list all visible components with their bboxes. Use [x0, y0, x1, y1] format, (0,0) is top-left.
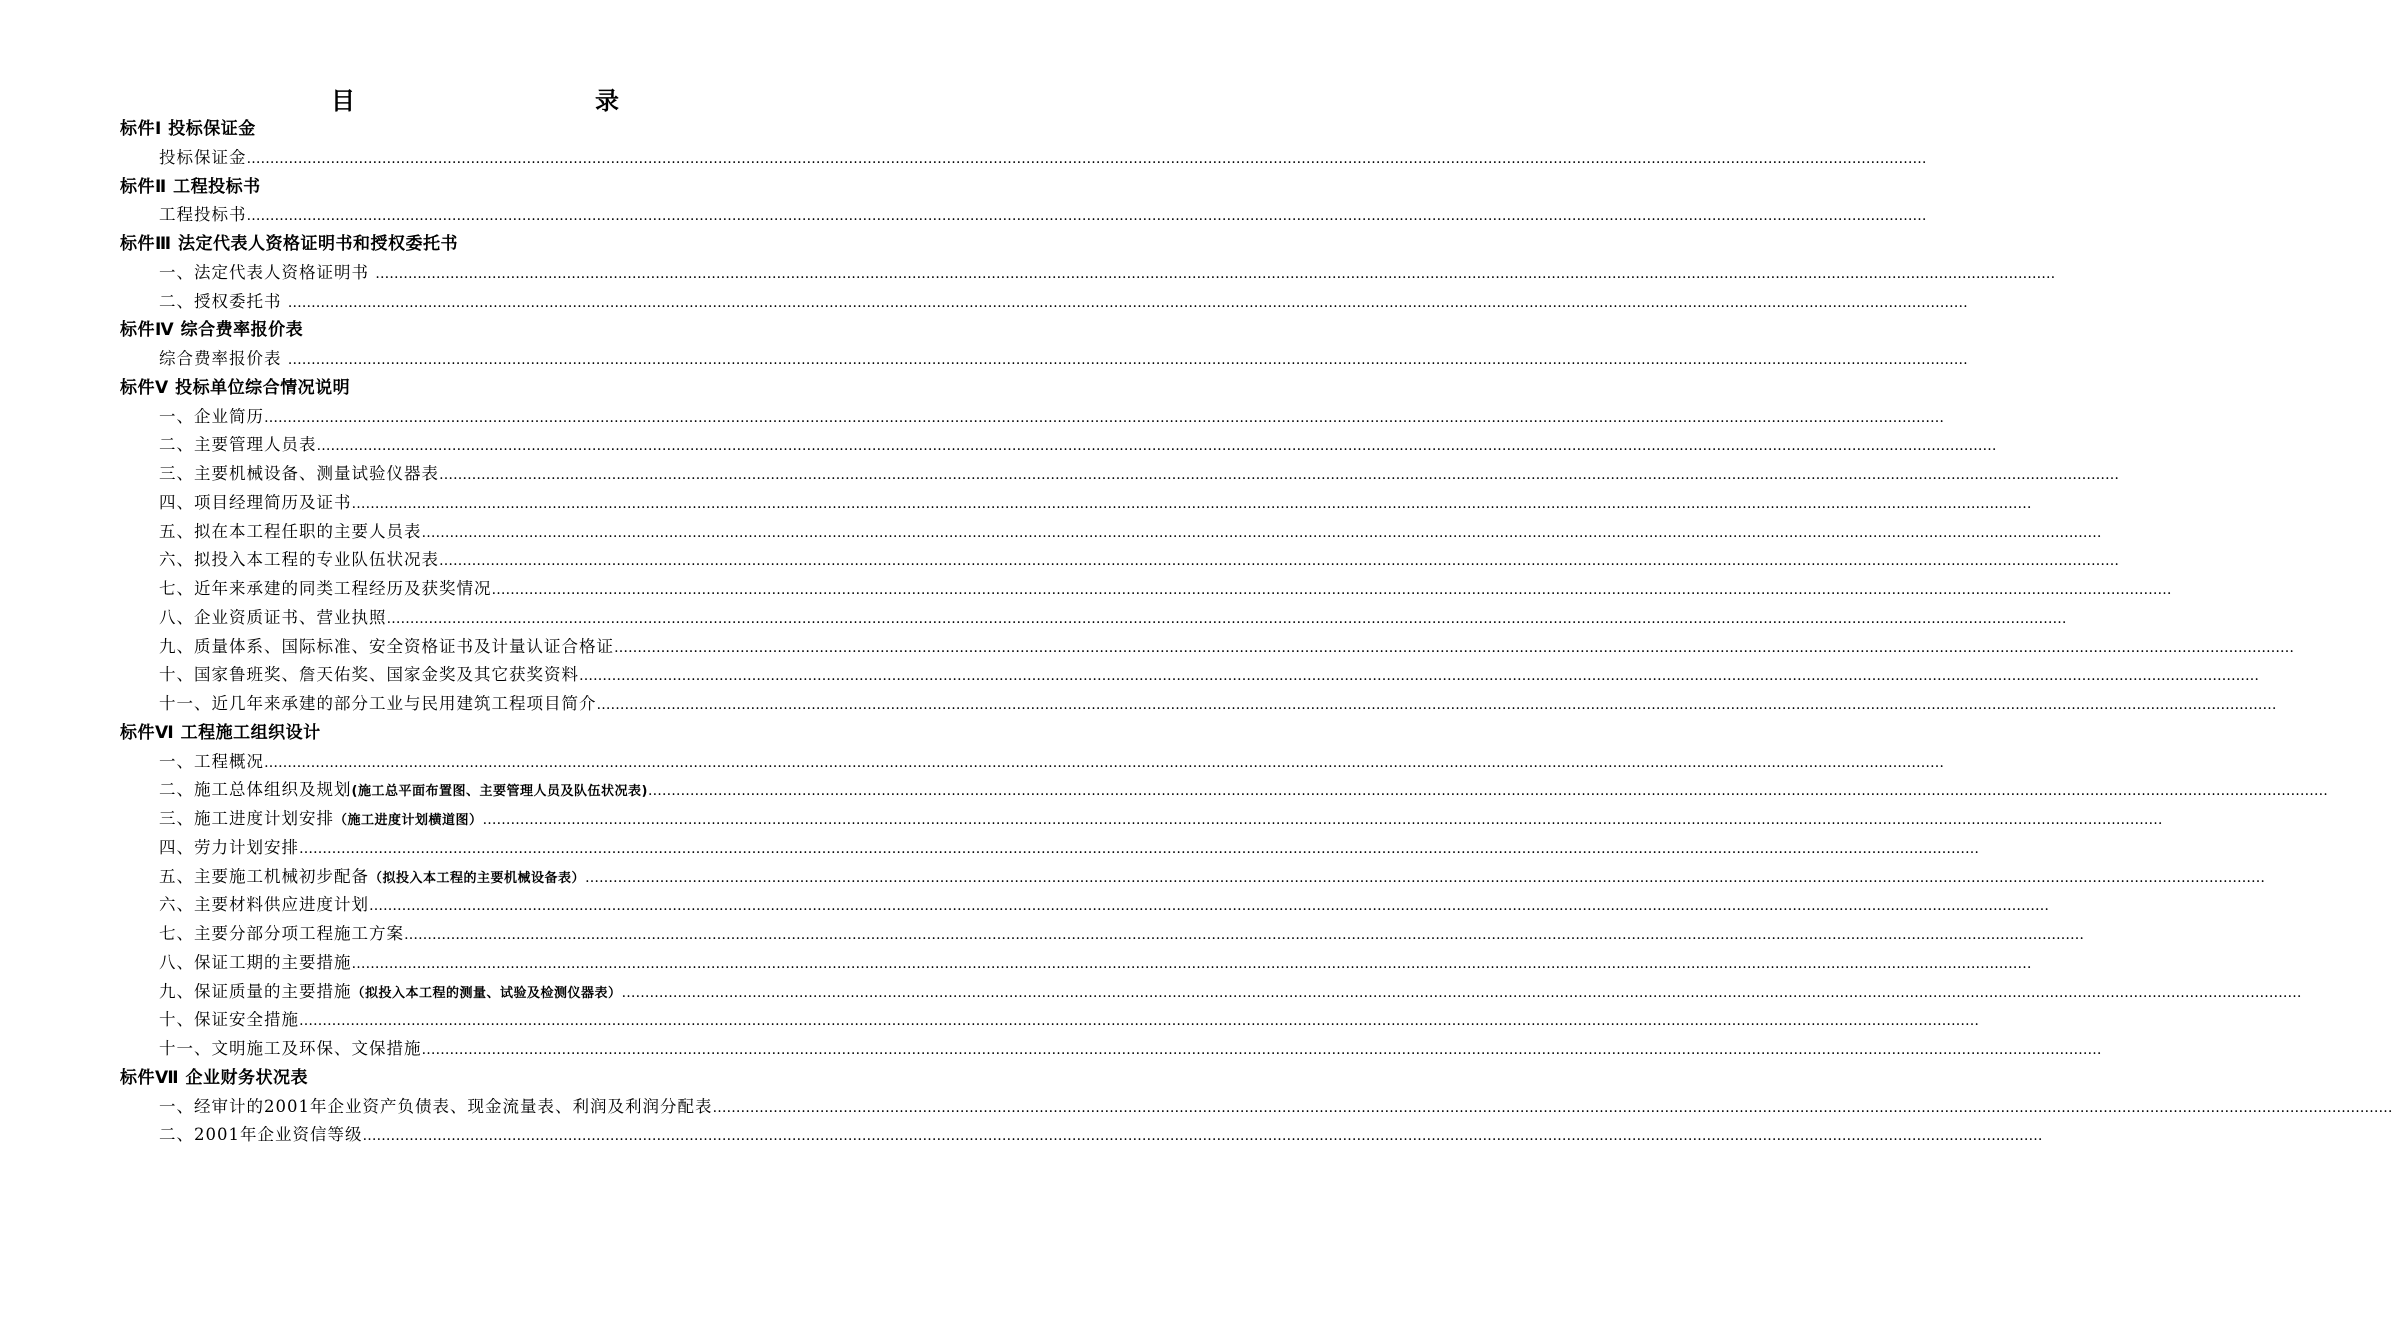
toc-entry[interactable] — [120, 1121, 2043, 1150]
toc-entry-note: (施工总平面布置图、主要管理人员及队伍状况表) — [351, 784, 648, 800]
dot-leader: ……………………………………………………………………………………………………………………………………………………………………………………………………………………………………………………………………………………………………………………………… — [647, 783, 2328, 800]
toc-entry-label: 七、主要分部分项工程施工方案 — [159, 924, 404, 943]
toc-entry-label: 三、主要机械设备、测量试验仪器表 — [159, 464, 439, 483]
dot-leader: ……………………………………………………………………………………………………………………………………………………………………………………………………………………………………………………………………………………………………………………………… — [316, 438, 1997, 455]
toc-entry[interactable] — [120, 1093, 2393, 1122]
toc-entry-label: 工程投标书 — [159, 205, 247, 225]
toc-entry-label: 八、保证工期的主要措施 — [159, 952, 352, 972]
toc-entry-label: 一、法定代表人资格证明书 — [159, 262, 376, 282]
toc-entry[interactable] — [120, 518, 2102, 547]
dot-leader: ……………………………………………………………………………………………………………………………………………………………………………………………………………………………………………………………………………………………………………………………… — [491, 582, 2172, 598]
dot-leader: ……………………………………………………………………………………………………………………………………………………………………………………………………………………………………………………………………………………………………………………………… — [386, 610, 2067, 627]
dot-leader: ……………………………………………………………………………………………………………………………………………………………………………………………………………………………………………………………………………………………………………………………… — [299, 1013, 1979, 1030]
dot-leader: ……………………………………………………………………………………………………………………………………………………………………………………………………………………………………………………………………………………………………………………………… — [596, 697, 2277, 713]
dot-leader: ……………………………………………………………………………………………………………………………………………………………………………………………………………………………………………………………………………………………………………………………… — [362, 1128, 2043, 1145]
toc-entry[interactable] — [120, 633, 2294, 662]
toc-entry[interactable] — [120, 201, 1927, 230]
toc-entry-note: （拟投入本工程的测量、试验及检测仪器表） — [351, 985, 622, 1001]
toc-entry[interactable] — [120, 489, 2032, 518]
toc-entry[interactable] — [120, 431, 1997, 460]
toc-entry[interactable] — [120, 546, 2119, 575]
section-heading: 标件Ⅰ 投标保证金 — [120, 119, 256, 139]
toc-entry-label: 七、近年来承建的同类工程经历及获奖情况 — [159, 579, 492, 598]
dot-leader: ……………………………………………………………………………………………………………………………………………………………………………………………………………………………………………………………………………………………………………………………… — [246, 208, 1927, 225]
toc-entry[interactable] — [120, 805, 2163, 834]
toc-entry-label: 十一、近几年来承建的部分工业与民用建筑工程项目简介 — [159, 694, 597, 713]
toc-entry-label: 二、2001年企业资信等级 — [159, 1125, 363, 1145]
dot-leader: ……………………………………………………………………………………………………………………………………………………………………………………………………………………………………………………………………………………………………………………………… — [287, 352, 1968, 368]
dot-leader: ……………………………………………………………………………………………………………………………………………………………………………………………………………………………………………………………………………………………………………………………… — [585, 869, 2266, 886]
toc-entry[interactable] — [120, 661, 2259, 690]
section-heading: 标件Ⅴ 投标单位综合情况说明 — [120, 377, 351, 398]
toc-entry[interactable] — [120, 345, 1968, 374]
toc-entry-label: 六、拟投入本工程的专业队伍状况表 — [159, 550, 439, 570]
toc-entry[interactable] — [120, 863, 2266, 892]
toc-entry-label: 一、企业简历 — [159, 406, 264, 426]
toc-entry-label: 四、项目经理简历及证书 — [159, 492, 352, 512]
toc-entry[interactable] — [120, 949, 2032, 978]
page-title: 目 录 — [331, 87, 683, 115]
toc-entry[interactable] — [120, 776, 2328, 805]
dot-leader: ……………………………………………………………………………………………………………………………………………………………………………………………………………………………………………………………………………………………………………………………… — [421, 1042, 2102, 1058]
toc-entry[interactable] — [120, 920, 2084, 949]
toc-entry-note: （施工进度计划横道图） — [334, 813, 483, 828]
dot-leader: ……………………………………………………………………………………………………………………………………………………………………………………………………………………………………………………………………………………………………………………………… — [375, 265, 2056, 282]
dot-leader: ……………………………………………………………………………………………………………………………………………………………………………………………………………………………………………………………………………………………………………………………… — [287, 294, 1968, 311]
toc-entry[interactable] — [120, 144, 1927, 173]
toc-entry-label: 一、工程概况 — [159, 751, 264, 771]
dot-leader: ……………………………………………………………………………………………………………………………………………………………………………………………………………………………………………………………………………………………………………………………… — [246, 150, 1927, 167]
section-heading: 标件Ⅳ 综合费率报价表 — [120, 320, 304, 341]
toc-entry-label: 十、保证安全措施 — [159, 1010, 299, 1030]
toc-entry-label: 五、拟在本工程任职的主要人员表 — [159, 521, 422, 541]
toc-entry[interactable] — [120, 259, 2056, 288]
dot-leader: ……………………………………………………………………………………………………………………………………………………………………………………………………………………………………………………………………………………………………………………………… — [404, 927, 2084, 943]
toc-entry-label: 十、国家鲁班奖、詹天佑奖、国家金奖及其它获奖资料 — [159, 665, 579, 685]
toc-entry[interactable] — [120, 403, 1944, 432]
table-of-contents — [120, 115, 2393, 1150]
toc-entry-label: 二、主要管理人员表 — [159, 435, 317, 455]
dot-leader: ……………………………………………………………………………………………………………………………………………………………………………………………………………………………………………………………………………………………………………………………… — [439, 553, 2119, 570]
dot-leader: ……………………………………………………………………………………………………………………………………………………………………………………………………………………………………………………………………………………………………………………………… — [264, 754, 1944, 771]
dot-leader: ……………………………………………………………………………………………………………………………………………………………………………………………………………………………………………………………………………………………………………………………… — [299, 840, 1979, 857]
dot-leader: ……………………………………………………………………………………………………………………………………………………………………………………………………………………………………………………………………………………………………………………………… — [369, 898, 2049, 915]
dot-leader: ……………………………………………………………………………………………………………………………………………………………………………………………………………………………………………………………………………………………………………………………… — [621, 984, 2302, 1001]
toc-entry[interactable] — [120, 891, 2049, 920]
dot-leader: ……………………………………………………………………………………………………………………………………………………………………………………………………………………………………………………………………………………………………………………………… — [421, 524, 2102, 541]
toc-entry[interactable] — [120, 288, 1968, 317]
toc-entry[interactable] — [120, 690, 2277, 719]
dot-leader: ……………………………………………………………………………………………………………………………………………………………………………………………………………………………………………………………………………………………………………………………… — [482, 812, 2163, 828]
toc-entry[interactable] — [120, 575, 2172, 604]
dot-leader: ……………………………………………………………………………………………………………………………………………………………………………………………………………………………………………………………………………………………………………………………… — [439, 467, 2119, 483]
toc-entry-label: 一、经审计的2001年企业资产负债表、现金流量表、利润及利润分配表 — [159, 1096, 713, 1116]
toc-entry-label: 九、质量体系、国际标准、安全资格证书及计量认证合格证 — [159, 636, 614, 656]
toc-entry-note: （拟投入本工程的主要机械设备表） — [369, 870, 586, 886]
toc-entry-label: 投标保证金 — [159, 147, 247, 167]
toc-entry[interactable] — [120, 604, 2067, 633]
toc-entry[interactable] — [120, 834, 1979, 863]
toc-entry-label: 九、保证质量的主要措施 — [159, 981, 352, 1001]
dot-leader: ……………………………………………………………………………………………………………………………………………………………………………………………………………………………………………………………………………………………………………………………… — [351, 495, 2032, 512]
toc-entry-label: 六、主要材料供应进度计划 — [159, 895, 369, 915]
toc-entry-label: 四、劳力计划安排 — [159, 837, 299, 857]
toc-entry[interactable] — [120, 748, 1944, 777]
section-heading: 标件Ⅱ 工程投标书 — [120, 176, 261, 197]
dot-leader: ……………………………………………………………………………………………………………………………………………………………………………………………………………………………………………………………………………………………………………………………… — [614, 639, 2294, 656]
toc-entry[interactable] — [120, 460, 2119, 489]
dot-leader: ……………………………………………………………………………………………………………………………………………………………………………………………………………………………………………………………………………………………………………………………… — [579, 668, 2259, 685]
toc-entry[interactable] — [120, 978, 2302, 1007]
toc-entry-label: 十一、文明施工及环保、文保措施 — [159, 1039, 422, 1058]
toc-entry-label: 综合费率报价表 — [159, 349, 288, 368]
dot-leader: ……………………………………………………………………………………………………………………………………………………………………………………………………………………………………………………………………………………………………………………………… — [712, 1099, 2393, 1116]
dot-leader: ……………………………………………………………………………………………………………………………………………………………………………………………………………………………………………………………………………………………………………………………… — [351, 955, 2032, 972]
section-heading: 标件Ⅵ 工程施工组织设计 — [120, 722, 321, 743]
toc-entry-label: 二、施工总体组织及规划 — [159, 780, 352, 800]
toc-entry-label: 二、授权委托书 — [159, 291, 288, 311]
section-heading: 标件Ⅲ 法定代表人资格证明书和授权委托书 — [120, 234, 458, 254]
toc-entry[interactable] — [120, 1006, 1979, 1035]
toc-entry[interactable] — [120, 1035, 2102, 1064]
toc-entry-label: 三、施工进度计划安排 — [159, 809, 334, 828]
section-heading: 标件Ⅶ 企业财务状况表 — [120, 1067, 308, 1088]
toc-entry-label: 八、企业资质证书、营业执照 — [159, 607, 387, 627]
toc-entry-label: 五、主要施工机械初步配备 — [159, 866, 369, 886]
dot-leader: ……………………………………………………………………………………………………………………………………………………………………………………………………………………………………………………………………………………………………………………………… — [264, 409, 1944, 426]
